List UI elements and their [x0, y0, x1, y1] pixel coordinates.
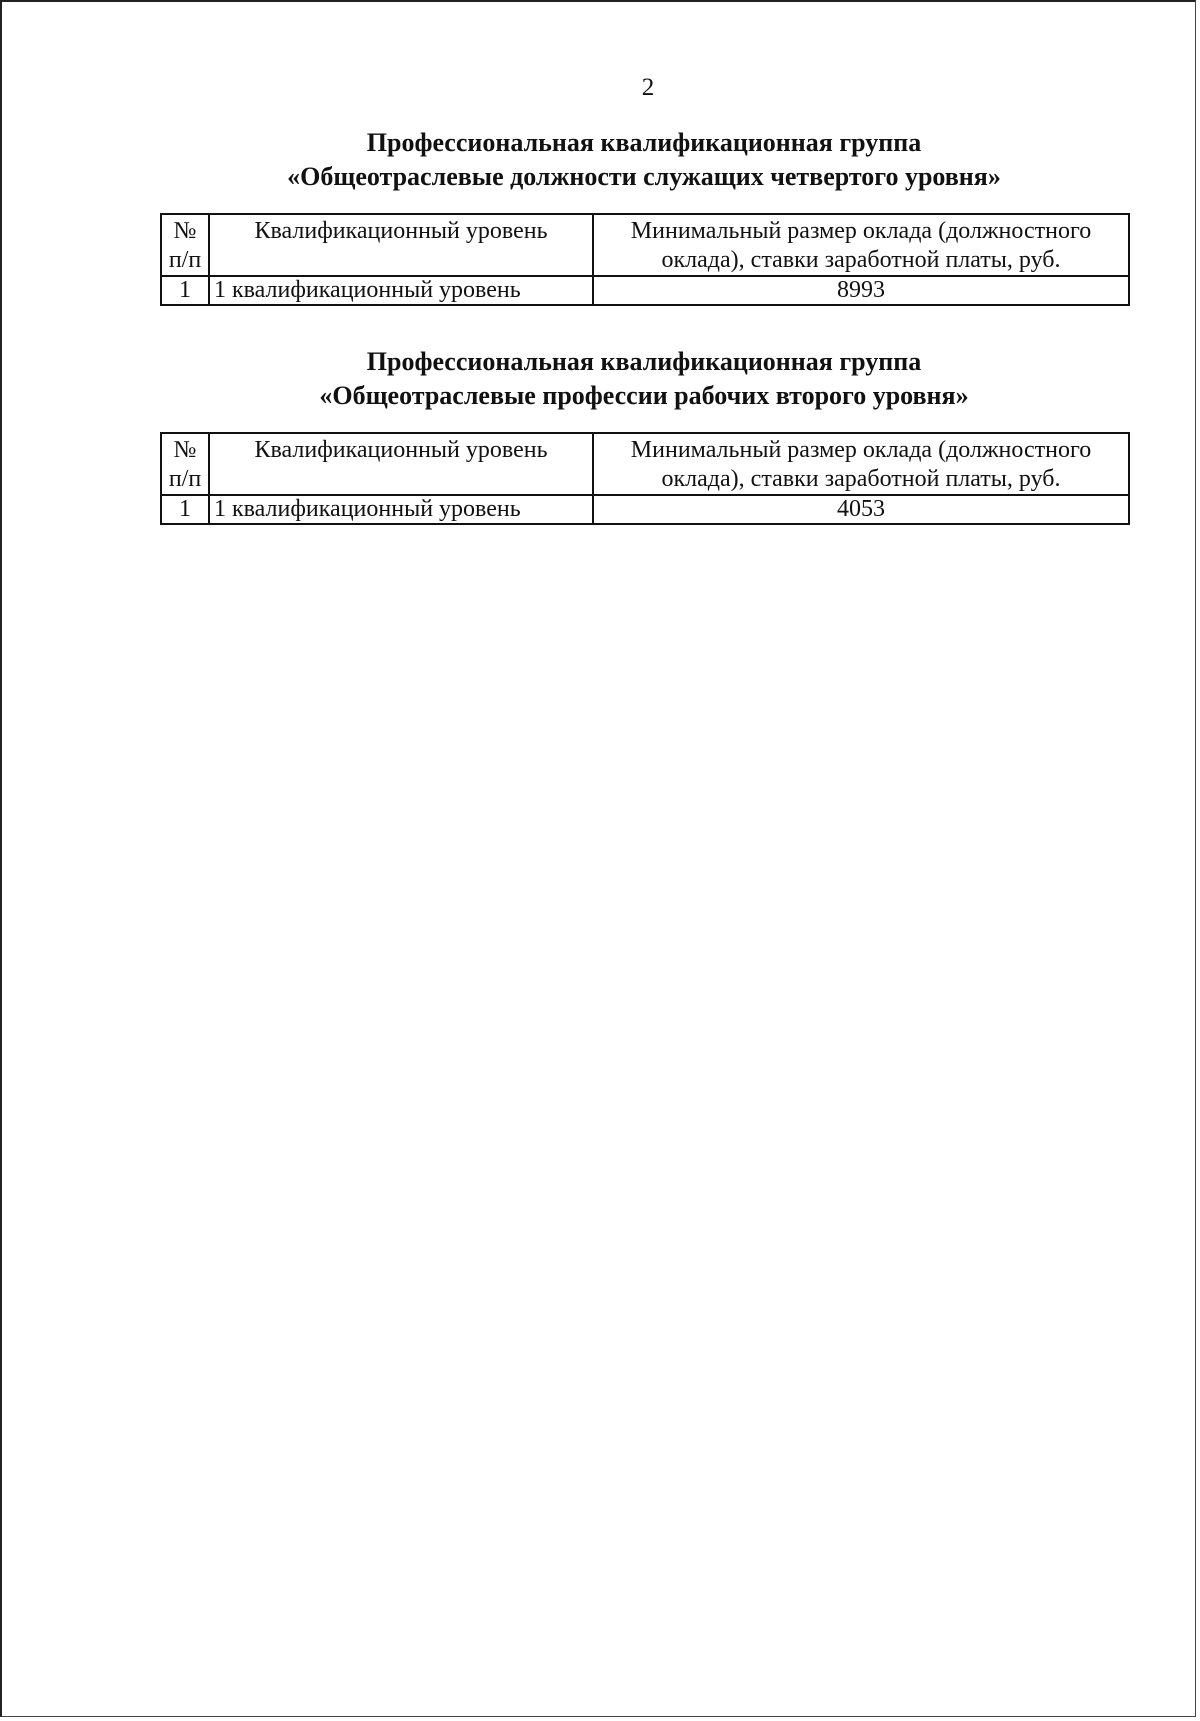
header-level: Квалификационный уровень [209, 214, 593, 276]
cell-level: 1 квалификационный уровень [209, 276, 593, 305]
header-salary-line2: оклада), ставки заработной платы, руб. [661, 247, 1061, 273]
cell-level: 1 квалификационный уровень [209, 495, 593, 524]
table-row [161, 276, 1129, 305]
header-number-line2: п/п [168, 466, 202, 492]
table-row [161, 495, 1129, 524]
header-salary-line1: Минимальный размер оклада (должностного [630, 218, 1092, 244]
group-title-2 [160, 345, 1128, 413]
qualification-group-section-2 [160, 345, 1128, 525]
cell-number: 1 [161, 276, 209, 305]
group-title-line2: «Общеотраслевые профессии рабочих второго уровня» [319, 381, 969, 410]
cell-salary: 4053 [593, 495, 1129, 524]
header-salary-line1: Минимальный размер оклада (должностного [630, 437, 1092, 463]
header-salary [593, 433, 1129, 495]
group-title-line2: «Общеотраслевые должности служащих четвертого уровня» [287, 162, 1001, 191]
header-salary [593, 214, 1129, 276]
salary-table-2 [160, 432, 1130, 525]
page-number: 2 [641, 74, 655, 101]
header-number [161, 433, 209, 495]
cell-salary: 8993 [593, 276, 1129, 305]
header-number-line1: № [173, 437, 197, 463]
header-number-line1: № [173, 218, 197, 244]
table-header-row [161, 214, 1129, 276]
table-header-row [161, 433, 1129, 495]
group-title-line1: Профессиональная квалификационная группа [366, 347, 922, 376]
header-salary-line2: оклада), ставки заработной платы, руб. [661, 466, 1061, 492]
group-title-line1: Профессиональная квалификационная группа [366, 128, 922, 157]
header-number-line2: п/п [168, 247, 202, 273]
salary-table-1 [160, 213, 1130, 306]
qualification-group-section-1 [160, 126, 1128, 306]
header-number [161, 214, 209, 276]
cell-number: 1 [161, 495, 209, 524]
header-level: Квалификационный уровень [209, 433, 593, 495]
group-title-1 [160, 126, 1128, 194]
